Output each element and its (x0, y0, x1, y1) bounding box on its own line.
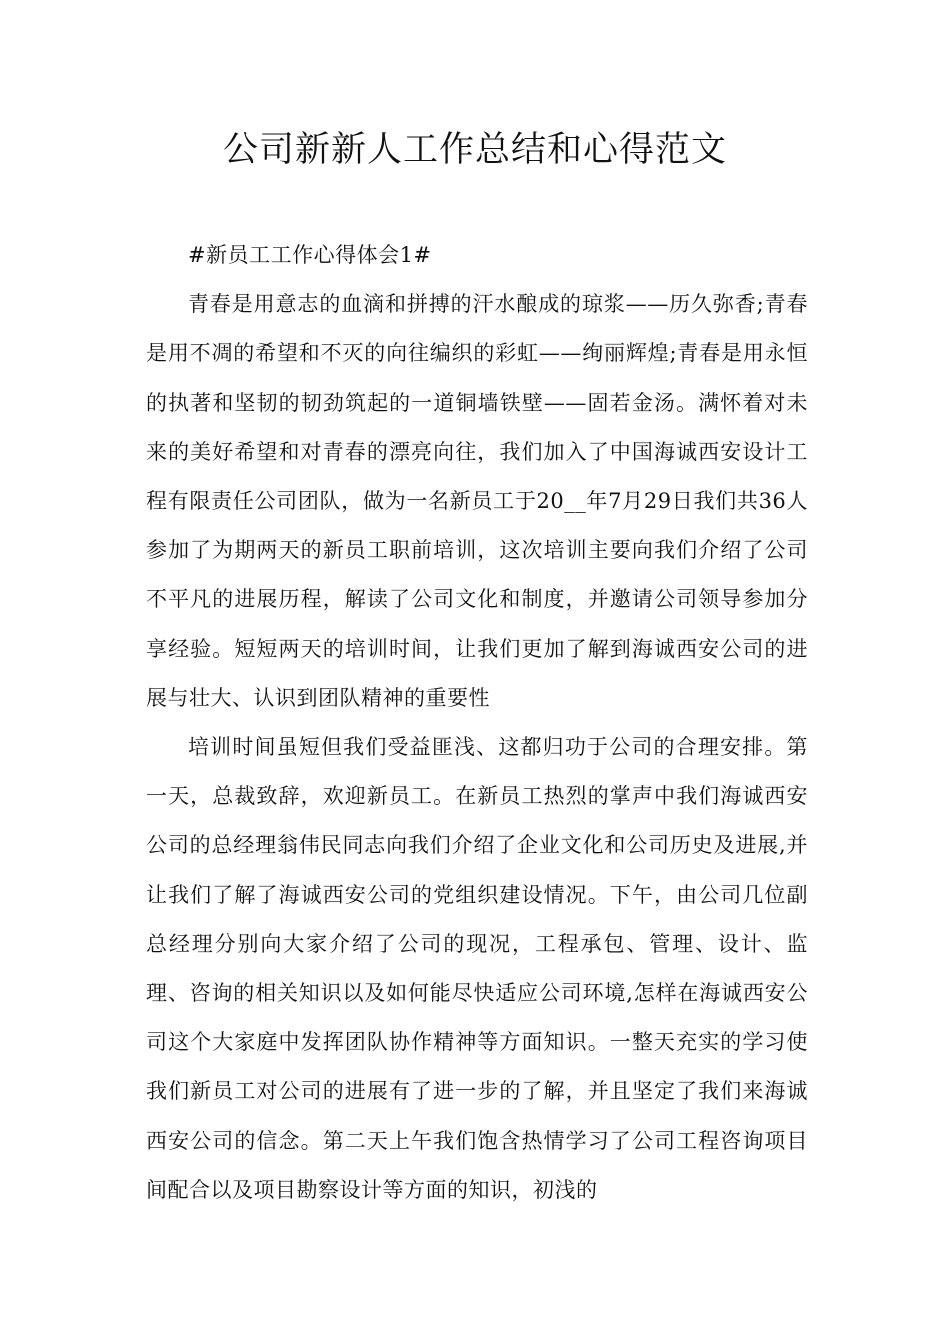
paragraph: 培训时间虽短但我们受益匪浅、这都归功于公司的合理安排。第一天，总裁致辞，欢迎新员工。在新员工热烈的掌声中我们海诚西安公司的总经理翁伟民同志向我们介绍了企业文化和公司历史及进展,并让我们了解了海诚西安公司的党组织建设情况。下午，由公司几位副总经理分别向大家介绍了公司的现况，工程承包、管理、设计、监理、咨询的相关知识以及如何能尽快适应公司环境,怎样在海诚西安公司这个大家庭中发挥团队协作精神等方面知识。一整天充实的学习使我们新员工对公司的进展有了进一步的了解，并且坚定了我们来海诚西安公司的信念。第二天上午我们饱含热情学习了公司工程咨询项目间配合以及项目勘察设计等方面的知识，初浅的 (146, 735, 808, 1202)
document-body (146, 231, 808, 1215)
document-title: 公司新新人工作总结和心得范文 (222, 130, 727, 170)
paragraph: 青春是用意志的血滴和拼搏的汗水酿成的琼浆——历久弥香;青春是用不凋的希望和不灭的向往编织的彩虹——绚丽辉煌;青春是用永恒的执著和坚韧的韧劲筑起的一道铜墙铁壁——固若金汤。满怀着对未来的美好希望和对青春的漂亮向往，我们加入了中国海诚西安设计工程有限责任公司团队，做为一名新员工于20__年7月29日我们共36人参加了为期两天的新员工职前培训，这次培训主要向我们介绍了公司不平凡的进展历程，解读了公司文化和制度，并邀请公司领导参加分享经验。短短两天的培训时间，让我们更加了解到海诚西安公司的进展与壮大、认识到团队精神的重要性 (146, 292, 808, 710)
section-heading: #新员工工作心得体会1# (188, 243, 432, 267)
